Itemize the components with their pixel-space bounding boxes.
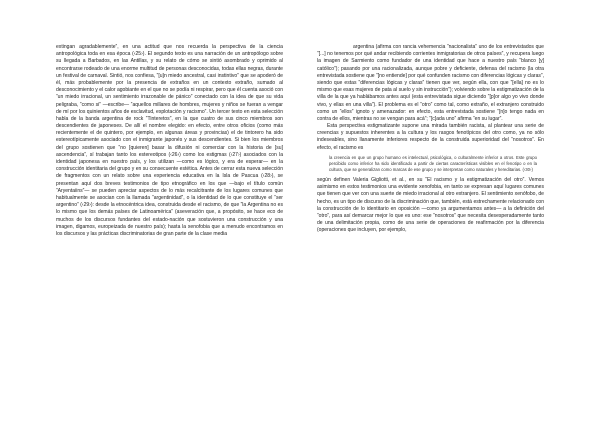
- right-paragraph-1: argentina (afirma con rancia vehemencia “nacionalista” uno de los entrevistados que “[...] no tenemos por qué andar recibiendo corrientes inmigratorias de otros países”, y recupera luego la imagen de Sarmiento como fundador de una identidad que hace a nuestro país “blanco [y] católico”); pasando por una racionalizada, aunque pobre y deficiente, defensa del racismo (la otra entrevistada sostiene que “[no entiende] por qué confunden racismo con diferencias lógicas y claras”, siendo que estas “diferencias lógicas y claras” tienen que ver, según ella, con que “[ella] no es lo mismo que esas mujeres de pata al suelo y sin instrucción”); volviendo sobre la estigmatización de la villa de la que ya hablábamos antes aquí (esta entrevistada sigue diciendo “[p]or algo yo vivo donde vivo, y ellas en una villa”). El problema es el “otro” como tal, como extraño, el extranjero construido como un “ellos” ignoto y amenazador: en efecto, esta entrevistada sostiene “[n]o tengo nada en contra de ellos, mientras no se vengan para acá”; “[c]ada uno” afirma “en su lugar”.: [317, 44, 544, 122]
- block-quote: [329, 155, 537, 173]
- right-paragraph-2: Esta perspectiva estigmatizante supone una mirada también racista, al plantear una serie de creencias y supuestos inherentes a la cultura y los rasgos fenotípicos del otro como, ya no sólo indeseables, sino llanamente inferiores respecto de la construida superioridad del “nosotros”. En efecto, el racismo es: [317, 123, 544, 151]
- left-paragraph-1: extingan agradablemente”, en una actitud que nos recuerda la perspectiva de la ciencia antropológica toda en esa época (‹25›). El segundo texto es una narración de un antropólogo sobre su llegada a Barbados, en las Antillas, y su relato de cómo se sintió asombrado y oprimido al encontrarse rodeado de una enorme multitud de personas desconocidas, todas ellas negras, durante un festival de carnaval. Sintió, nos confiesa, “[u]n miedo ancestral, casi instintivo” que se apoderó de él, más probablemente por la presencia de extraños en un contexto extraño, sumado al desconocimiento y el calor agobiante en el que no se podía ni respirar, pero que él cuenta asoció con “un miedo irracional, un sentimiento irrazonable de pánico” conectado con la idea de que su vida peligraba, “como si” —escribe— “aquellos millares de hombres, mujeres y niños se fueran a vengar de mí por los quinientos años de esclavitud, explotación y racismo”. Un tercer texto en esta selección habla de la banda argentina de rock “Tinteretos”, en la que cuatro de sus cinco miembros son descendientes de japoneses. De allí el nombre elegido: en efecto, entre otros oficios (como más recientemente el de quintero, por ejemplo, en algunas áreas y provincias) el de tintorero ha sido estereotípicamente asociado con el inmigrante japonés y sus descendientes. Si bien los miembros del grupo sostienen que “no [quieren] basar la difusión ni comerciar con la historia de [su] ascendencia”, sí trabajan tanto los estereotipos (‹26›) como los estigmas (‹27›) asociados con la identidad japonesa en nuestro país, y los utilizan —como es lógico, y era de esperar— en la construcción identitaria del grupo y en su consecuente estética. Antes de cerrar esta nueva selección de fragmentos con un relato sobre una experiencia educativa en la Isla de Pascua (‹28›), se presentan aquí dos breves testimonios de tipo etnográfico en los que —bajo el título común “Aryentaiins”— se pueden apreciar aspectos de lo más recalcitrante de los lugares comunes que habitualmente se asocian con la llamada “argentinidad”, o la identidad de lo que constituye el “ser argentino” (‹29›): desde la etnocéntrica idea, construida desde el racismo, de que “la Argentina no es lo mismo que los demás países de Latinoamérica” (aseveración que, a propósito, se hace eco de muchos de los discursos fundantes del estado-nación que sostuvieron una construcción y una imagen, digamos, europeizada de nuestro país); hasta la xenofobia que a menudo encontramos en los discursos y las prácticas discriminatorias de gran parte de la clase media: [56, 44, 283, 237]
- block-quote-text: la creencia en que un grupo humano es intelectual, psicológica, o culturalmente inferior a otros. Este grupo percibido como inferior ha sido identificado a partir de ciertas características visibles en el fenotipo o en la cultura, que se generalizan como marcas de ese grupo y se interpretan como naturales y hereditarias. (‹30›): [329, 154, 537, 172]
- right-column: [317, 44, 544, 235]
- right-paragraph-3: según definen Valeria Gigliotti, et al., en su “El racismo y la estigmatización del otro”. Vemos asimismo en estos testimonios una evidente xenofobia, en tanto se expresan aquí lugares comunes que tienen que ver con una suerte de miedo irracional al otro extranjero. El sentimiento xenófobo, de hecho, es un tipo de discurso de la discriminación que, también, está estrechamente relacionado con la construcción de lo identitario en oposición —como ya argumentamos antes— a la definición del “otro”, para así demarcar mejor lo que es uno: ese “nosotros” que necesita desesperadamente tanto de una delimitación propia, como de una serie de operaciones de reafirmación por la diferencia (operaciones que incluyen, por ejemplo,: [317, 177, 544, 234]
- left-column: [56, 44, 283, 238]
